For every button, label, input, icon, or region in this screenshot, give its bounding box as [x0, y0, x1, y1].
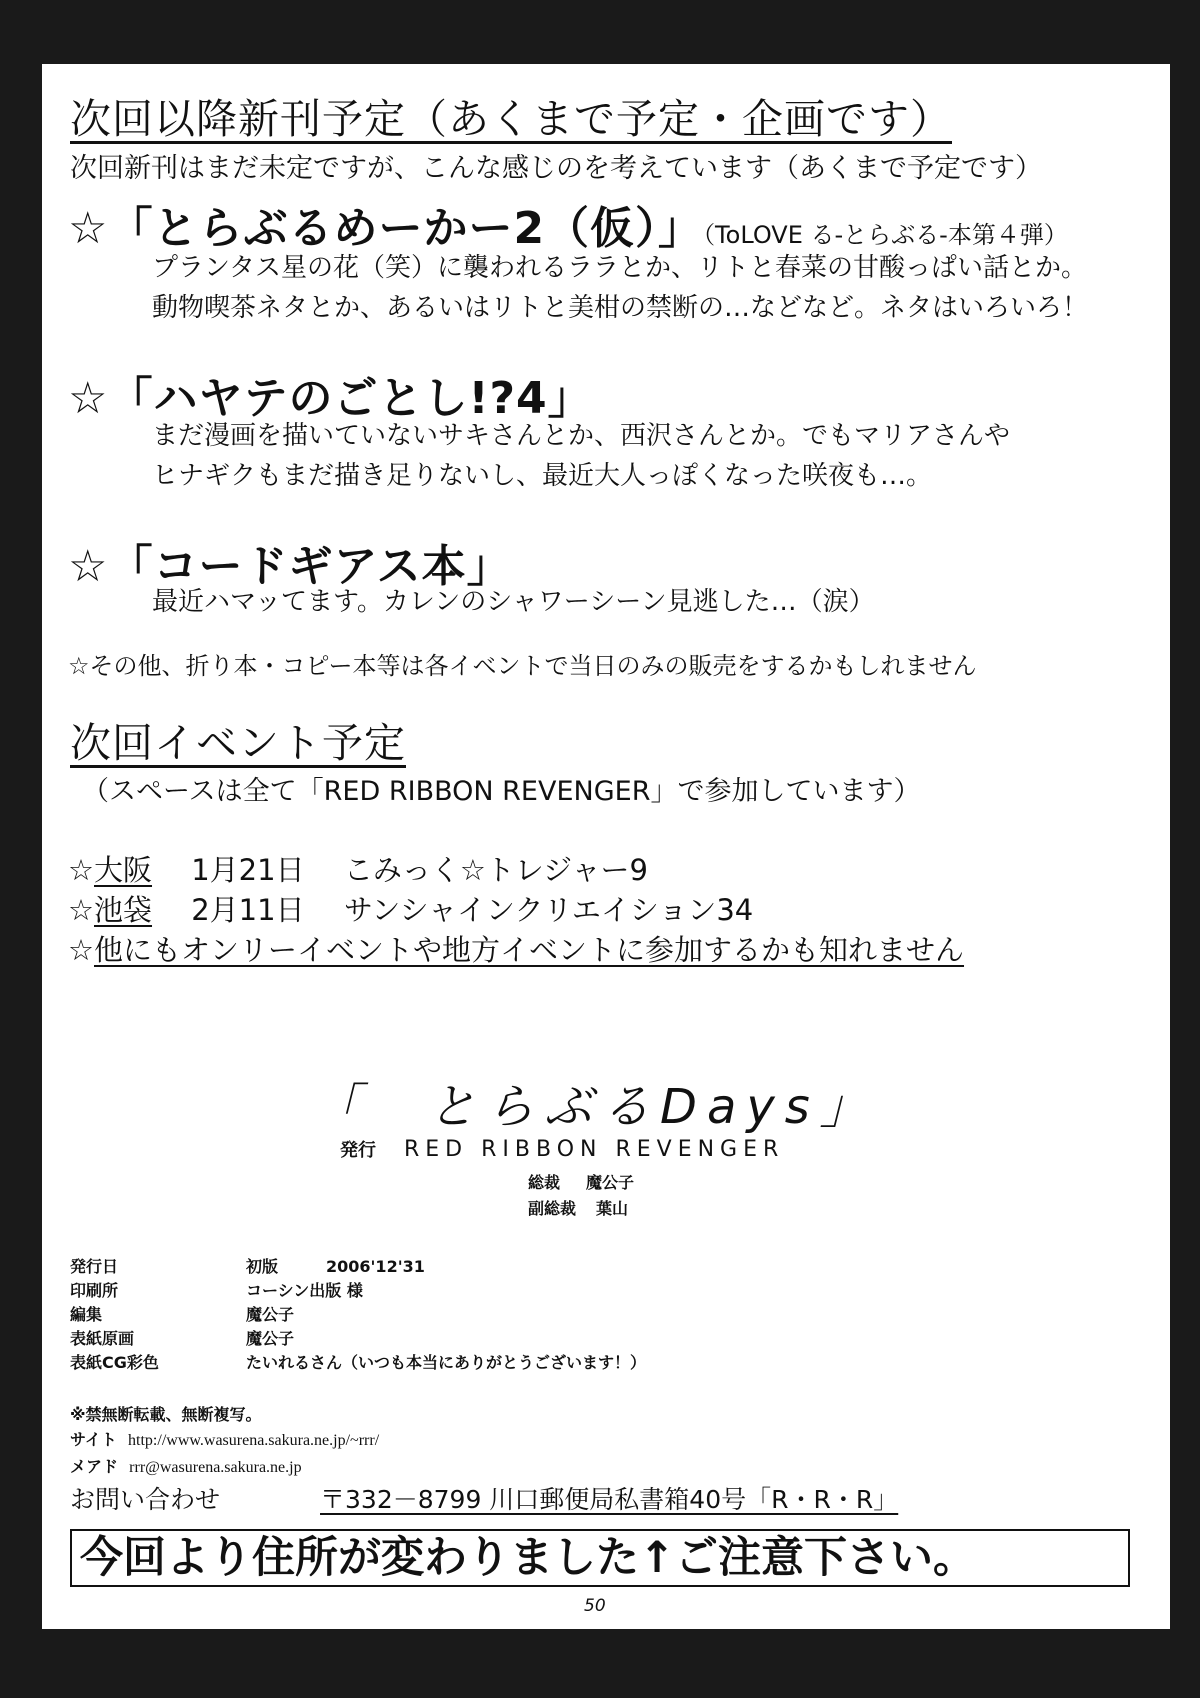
page-number: 50 [584, 1596, 606, 1616]
info-row [70, 1254, 646, 1278]
info-value: 魔公子 [246, 1305, 295, 1324]
staff-name: 魔公子 [586, 1173, 635, 1192]
page-sheet [42, 64, 1170, 1629]
colophon-info-table [70, 1254, 646, 1374]
info-label: 印刷所 [70, 1281, 119, 1300]
event-name: サンシャインクリエイション34 [343, 893, 754, 927]
staff-role: 総裁 [528, 1173, 561, 1192]
book-item-title [68, 192, 1068, 256]
contact-address: 〒332－8799 川口郵便局私書箱40号「R・R・R」 [320, 1485, 899, 1514]
book-title-days: 「 とらぶるDays」 [312, 1079, 878, 1135]
publisher-label: 発行 [340, 1140, 376, 1161]
description-line: 最近ハマッてます。カレンのシャワーシーン見逃した…（涙） [152, 587, 875, 617]
description-line: ヒナギクもまだ描き足りないし、最近大人っぽくなった咲夜も…。 [152, 461, 933, 491]
staff-row [528, 1170, 634, 1193]
info-value: 魔公子 [246, 1329, 295, 1348]
info-row [70, 1302, 646, 1326]
event-date: 1月21日 [191, 853, 305, 887]
other-books-note: ☆その他、折り本・コピー本等は各イベントで当日のみの販売をするかもしれません [68, 652, 977, 680]
description-line: プランタス星の花（笑）に襲われるララとか、リトと春菜の甘酸っぱい話とか。 [152, 253, 1087, 283]
site-row [70, 1427, 379, 1453]
site-label: サイト [70, 1430, 117, 1449]
book-title: ☆「コードギアス本」 [68, 541, 512, 592]
event-row [68, 850, 648, 890]
book-description [152, 582, 875, 622]
event-row [68, 890, 753, 930]
info-label: 発行日 [70, 1257, 119, 1276]
info-label: 表紙CG彩色 [70, 1353, 159, 1372]
contact-row [70, 1480, 898, 1516]
book-note: （ToLOVE る-とらぶる-本第４弾） [703, 221, 1068, 249]
mail-label: メアド [70, 1457, 119, 1476]
event-name: こみっく☆トレジャー9 [343, 853, 648, 887]
staff-role: 副総裁 [528, 1199, 577, 1218]
publisher-line [340, 1136, 784, 1162]
info-value: 初版 2006'12'31 [246, 1257, 425, 1276]
book-description [152, 416, 1010, 496]
event-other: 他にもオンリーイベントや地方イベントに参加するかも知れません [94, 933, 965, 967]
description-line: まだ漫画を描いていないサキさんとか、西沢さんとか。でもマリアさんや [152, 421, 1011, 451]
info-value: コーシン出版 様 [246, 1281, 363, 1300]
publisher-name: RED RIBBON REVENGER [404, 1137, 785, 1162]
book-title: ☆「とらぶるめーかー2（仮）」 [68, 203, 704, 254]
description-line: 動物喫茶ネタとか、あるいはリトと美柑の禁断の…などなど。ネタはいろいろ！ [152, 293, 1089, 323]
book-title: ☆「ハヤテのごとし!?4」 [68, 373, 593, 424]
info-label: 表紙原画 [70, 1329, 135, 1348]
info-row [70, 1278, 646, 1302]
info-row [70, 1326, 646, 1350]
staff-name: 葉山 [596, 1199, 629, 1218]
event-date: 2月11日 [191, 893, 305, 927]
book-description [152, 248, 1088, 328]
next-books-heading: 次回以降新刊予定（あくまで予定・企画です） [70, 95, 952, 143]
star-icon: ☆ [68, 933, 94, 967]
info-value: たいれるさん（いつも本当にありがとうございます！） [246, 1353, 647, 1372]
event-place: 大阪 [94, 853, 153, 887]
contact-label: お問い合わせ [70, 1485, 221, 1514]
next-books-intro: 次回新刊はまだ未定ですが、こんな感じのを考えています（あくまで予定です） [70, 153, 1042, 184]
address-change-notice: 今回より住所が変わりました↑ご注意下さい。 [70, 1529, 1130, 1587]
event-place: 池袋 [94, 893, 153, 927]
mail-link[interactable]: rrr@wasurena.sakura.ne.jp [129, 1459, 302, 1476]
star-icon: ☆ [68, 893, 94, 927]
event-row [68, 930, 964, 970]
info-label: 編集 [70, 1305, 103, 1324]
copyright-notice: ※禁無断転載、無断複写。 [70, 1405, 262, 1424]
star-icon: ☆ [68, 853, 94, 887]
site-link[interactable]: http://www.wasurena.sakura.ne.jp/~rrr/ [128, 1432, 380, 1449]
events-note: （スペースは全て「RED RIBBON REVENGER」で参加しています） [82, 776, 921, 807]
info-row [70, 1350, 646, 1374]
mail-row [70, 1454, 302, 1480]
events-heading: 次回イベント予定 [70, 719, 406, 767]
staff-row [528, 1196, 628, 1219]
